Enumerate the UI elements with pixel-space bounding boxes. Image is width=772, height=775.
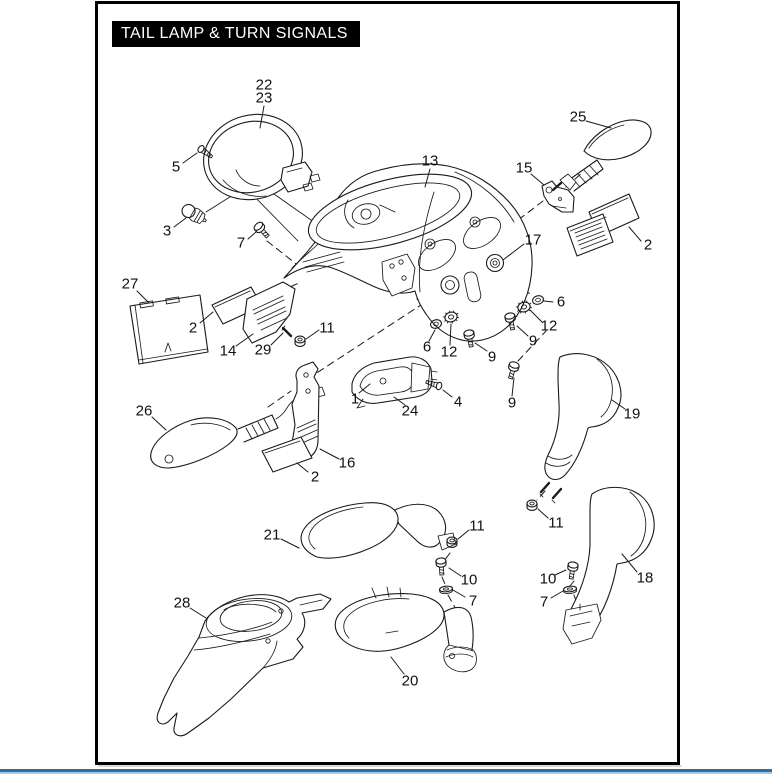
part-label-26: 26 [135,402,153,420]
part-label-2: 2 [188,319,198,337]
part-7-washer [563,586,577,595]
part-3-bulb [180,202,210,227]
part-label-7: 7 [468,592,478,610]
part-label-16: 16 [338,454,356,472]
part-label-5: 5 [171,158,181,176]
part-10-screw [436,558,447,576]
part-label-6: 6 [556,293,566,311]
part-6-washer [532,295,545,306]
part-label-11: 11 [319,319,335,337]
part-label-6: 6 [422,338,432,356]
part-label-12: 12 [540,317,558,335]
part-label-4: 4 [453,393,463,411]
part-11-nut [295,336,305,346]
part-label-3: 3 [162,222,172,240]
part-label-28: 28 [173,594,191,612]
part-label-11: 11 [469,517,485,535]
part-label-12: 12 [440,343,458,361]
part-label-9: 9 [528,332,538,350]
part-label-9: 9 [487,348,497,366]
part-label-13: 13 [421,152,439,170]
part-label-10: 10 [460,571,478,589]
part-label-7: 7 [236,234,246,252]
part-1-24-license-lamp [352,357,437,408]
part-label-18: 18 [636,569,654,587]
part-label-10: 10 [539,570,557,588]
part-label-24: 24 [401,402,419,420]
part-label-19: 19 [623,405,641,423]
part-28-fender-cover [157,594,331,736]
part-7-washer [439,586,453,595]
part-label-2: 2 [643,236,653,254]
part-20-turn-signal [335,587,476,672]
bottom-accent-bar-light [0,772,772,774]
part-9-screw [506,361,520,380]
part-label-23: 23 [255,89,273,107]
part-label-14: 14 [219,342,237,360]
part-18-signal-cover [563,487,654,644]
part-10-screw [566,561,578,579]
part-label-7: 7 [539,593,549,611]
part-label-9: 9 [507,394,517,412]
part-label-20: 20 [401,672,419,690]
part-25-turn-signal [553,120,651,191]
part-label-1: 1 [350,390,360,408]
part-label-11: 11 [548,514,564,532]
part-label-15: 15 [515,159,533,177]
part-label-25: 25 [569,108,587,126]
part-29-pin [282,326,291,336]
part-label-29: 29 [254,341,272,359]
part-label-2: 2 [310,468,320,486]
part-label-21: 21 [263,526,281,544]
frame-shadow [98,765,682,767]
part-11-nut [527,500,537,510]
part-label-22: 22 [255,76,273,94]
part-7-screw [253,221,272,240]
part-label-27: 27 [121,275,139,293]
part-19-signal-cover [540,354,621,503]
part-21-turn-signal [301,503,456,558]
part-label-17: 17 [524,231,542,249]
diagram-title: TAIL LAMP & TURN SIGNALS [121,25,348,42]
